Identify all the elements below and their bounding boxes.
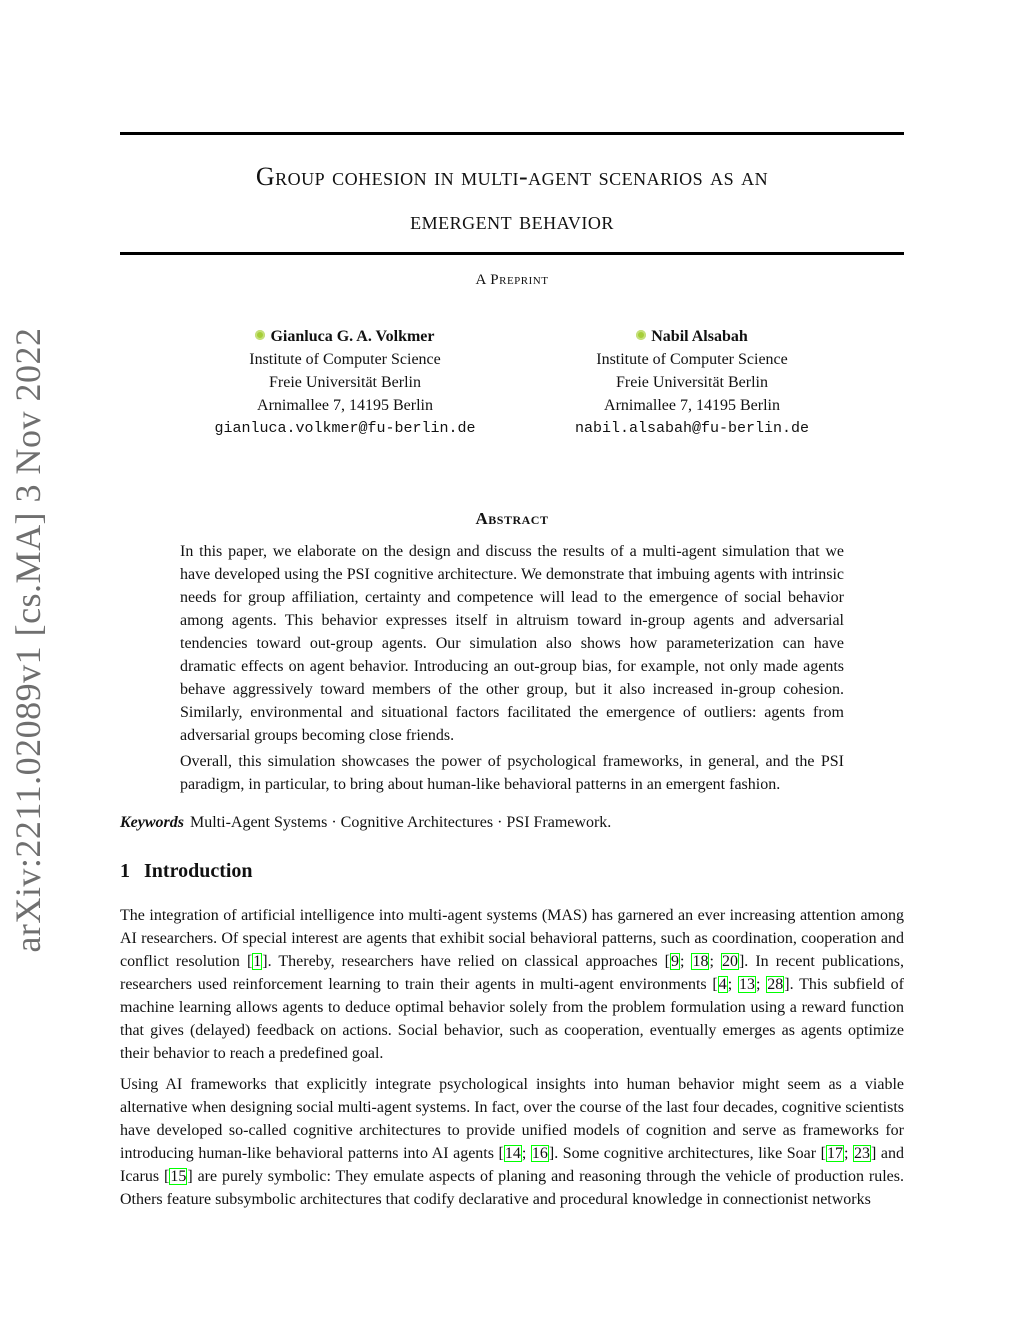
abstract-heading: Abstract	[475, 509, 549, 528]
author-block-1	[195, 325, 495, 440]
author-university: Freie Universität Berlin	[616, 374, 768, 391]
introduction-body	[120, 904, 904, 1219]
citation-link[interactable]: 14	[504, 1145, 521, 1162]
text-run: ]. Some cognitive architectures, like Soar [	[548, 1145, 826, 1162]
orcid-icon[interactable]	[255, 330, 265, 340]
abstract-paragraph-1: In this paper, we elaborate on the design and discuss the results of a multi-agent simulation that we have developed using the PSI cognitive architecture. We demonstrate that imbuing agents with intrinsic needs for group affiliation, certainty and competence will lead to the emergence of social behavior among agents. This behavior expresses itself in altruism toward in-group agents and adversarial tendencies toward out-group agents. Our simulation also shows how parameterization can have dramatic effects on agent behavior. Introducing an out-group bias, for example, not only made agents behave aggressively toward members of the other group, but it also increased in-group cohesion. Similarly, environmental and situational factors facilitated the emergence of outliers: agents from adversarial groups becoming close friends.	[180, 543, 844, 744]
text-run: The integration of artificial intelligence into multi-agent systems (MAS) has garnered an ever increasing attention among AI researchers. Of special interest are agents that exhibit social behavioral patterns, such as coordination, cooperation and conflict resolution [	[120, 907, 904, 970]
section-heading	[120, 860, 253, 883]
bottom-title-rule	[120, 252, 904, 255]
author-name: Gianluca G. A. Volkmer	[270, 328, 435, 345]
author-email[interactable]: nabil.alsabah@fu-berlin.de	[574, 420, 810, 437]
author-name-row	[195, 325, 495, 348]
author-address: Arnimallee 7, 14195 Berlin	[257, 397, 433, 414]
keywords-line	[120, 811, 611, 834]
author-address: Arnimallee 7, 14195 Berlin	[604, 397, 780, 414]
top-rule	[120, 132, 904, 135]
keywords-text: Multi-Agent Systems · Cognitive Architectures · PSI Framework.	[190, 814, 612, 831]
abstract-body	[180, 540, 844, 799]
preprint-label: A Preprint	[475, 272, 549, 288]
author-name: Nabil Alsabah	[651, 328, 748, 345]
text-run: ] and Icarus [	[120, 1145, 904, 1185]
citation-link[interactable]: 9	[670, 953, 679, 970]
citation-link[interactable]: 1	[253, 953, 262, 970]
abstract-paragraph-2: Overall, this simulation showcases the power of psychological frameworks, in general, and the PSI paradigm, in particular, to bring about human-like behavioral patterns in an emergent fashion.	[180, 753, 844, 793]
section-title: Introduction	[144, 860, 253, 882]
intro-paragraph-2: Using AI frameworks that explicitly integrate psychological insights into human behavior might seem as a viable alternative when designing social multi-agent systems. In fact, over the course of the last four decades, cognitive scientists have developed so-called cognitive architectures to provide unified models of cognition and serve as frameworks for introducing human-like behavioral patterns into AI agents [14; 16]. Some cognitive architectures, like Soar [17; 23] and Icarus [15] are purely symbolic: They emulate aspects of planing and reasoning through the vehicle of production rules. Others feature subsymbolic architectures that codify declarative and procedural knowledge in connectionist networks	[120, 1076, 904, 1208]
citation-link[interactable]: 4	[718, 976, 727, 993]
orcid-icon[interactable]	[636, 330, 646, 340]
text-run: ] are purely symbolic: They emulate aspects of planing and reasoning through the vehicle of production rules. Others feature subsymbolic architectures that codify declarative and procedural knowledge in connectionist networks	[120, 1168, 904, 1208]
citation-link[interactable]: 15	[170, 1168, 187, 1185]
keywords-label: Keywords	[120, 814, 184, 831]
citation-link[interactable]: 20	[721, 953, 738, 970]
author-university: Freie Universität Berlin	[269, 374, 421, 391]
author-block-2	[542, 325, 842, 440]
title-line-2: emergent behavior	[410, 206, 614, 235]
citation-link[interactable]: 28	[767, 976, 784, 993]
text-run: ]. In recent publications, researchers used reinforcement learning to train their agents in multi-agent environments [	[120, 953, 905, 993]
arxiv-identifier: arXiv:2211.02089v1 [cs.MA] 3 Nov 2022	[8, 327, 48, 953]
author-institute: Institute of Computer Science	[249, 351, 441, 368]
paper-title	[120, 155, 904, 243]
author-institute: Institute of Computer Science	[596, 351, 788, 368]
author-email[interactable]: gianluca.volkmer@fu-berlin.de	[214, 420, 476, 437]
author-name-row	[542, 325, 842, 348]
text-run: ]. Thereby, researchers have relied on classical approaches [	[262, 953, 670, 970]
text-run: Using AI frameworks that explicitly integrate psychological insights into human behavior might seem as a viable alternative when designing social multi-agent systems. In fact, over the course of the last four decades, cognitive scientists have developed so-called cognitive architectures to provide unified models of cognition and serve as frameworks for introducing human-like behavioral patterns into AI agents [	[120, 1076, 904, 1162]
citation-link[interactable]: 17	[826, 1145, 843, 1162]
intro-paragraph-1: The integration of artificial intelligence into multi-agent systems (MAS) has garnered an ever increasing attention among AI researchers. Of special interest are agents that exhibit social behavioral patterns, such as coordination, cooperation and conflict resolution [1]. Thereby, researchers have relied on classical approaches [9; 18; 20]. In recent publications, researchers used reinforcement learning to train their agents in multi-agent environments [4; 13; 28]. This subfield of machine learning allows agents to deduce optimal behavior solely from the problem formulation using a reward function that gives (delayed) feedback on actions. Social behavior, such as cooperation, eventually emerges as agents optimize their behavior to reach a predefined goal.	[120, 907, 905, 1062]
section-number: 1	[120, 860, 130, 882]
citation-link[interactable]: 23	[854, 1145, 870, 1162]
citation-link[interactable]: 18	[692, 953, 709, 970]
citation-link[interactable]: 13	[739, 976, 756, 993]
citation-link[interactable]: 16	[531, 1145, 548, 1162]
text-run: ]. This subfield of machine learning allows agents to deduce optimal behavior solely from the problem formulation using a reward function that gives (delayed) feedback on actions. Social behavior, such as cooperation, eventually emerges as agents optimize their behavior to reach a predefined goal.	[120, 976, 905, 1062]
title-line-1: Group cohesion in multi-agent scenarios as an	[255, 162, 769, 191]
